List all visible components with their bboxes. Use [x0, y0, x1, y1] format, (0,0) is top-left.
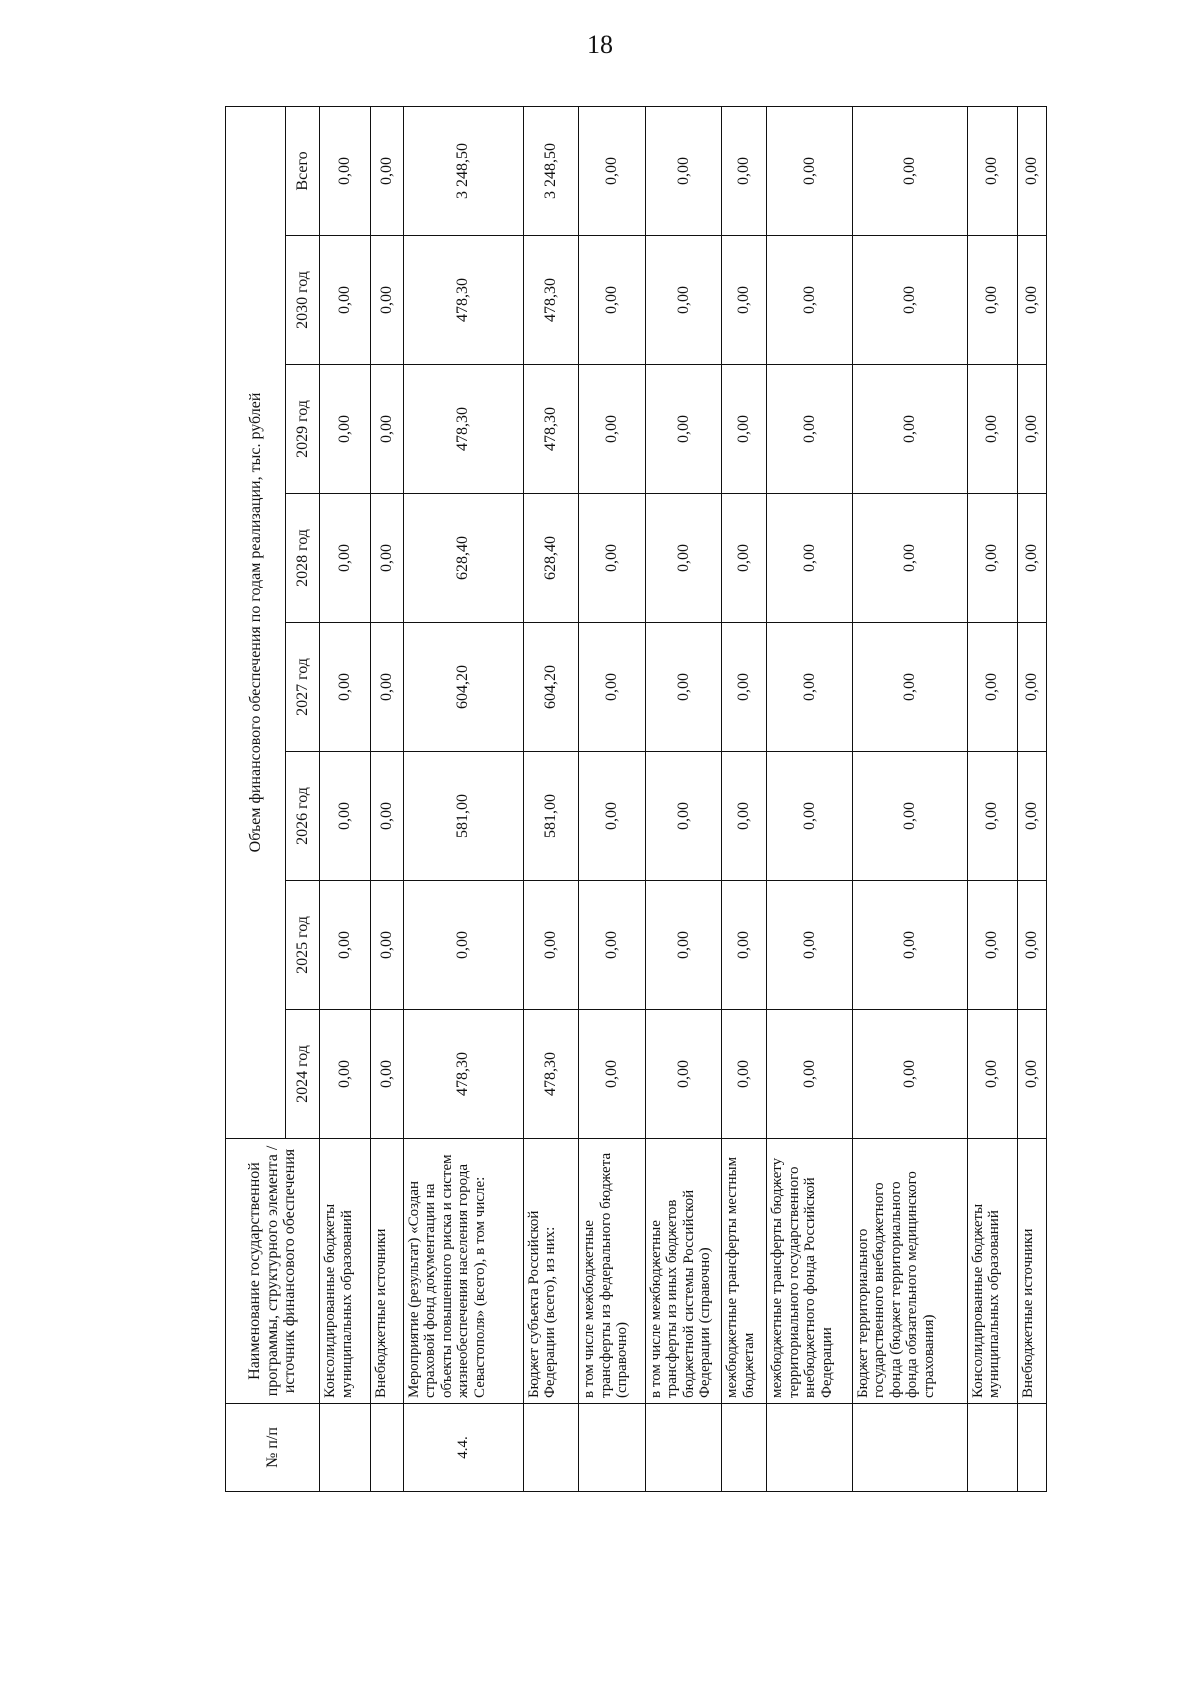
year-value: 581,00	[403, 752, 523, 881]
year-value: 0,00	[371, 623, 403, 752]
total-value: 0,00	[579, 106, 645, 235]
row-number	[579, 1404, 645, 1492]
header-year: 2029 год	[286, 365, 320, 494]
year-value: 0,00	[579, 623, 645, 752]
row-name: Мероприятие (результат) «Создан страховой фонд документации на объекты повышенного риска и систем жизнеобеспечения населения города Севастополя» (всего), в том числе:	[403, 1139, 523, 1404]
table-row	[645, 106, 721, 1491]
header-name: Наименование государственной программы, структурного элемента / источник финансового обеспечения	[226, 1139, 320, 1404]
table-row	[722, 106, 767, 1491]
table-row	[1017, 106, 1046, 1491]
header-total: Всего	[286, 106, 320, 235]
total-value: 0,00	[852, 106, 967, 235]
year-value: 0,00	[1017, 1010, 1046, 1139]
year-value: 0,00	[967, 1010, 1017, 1139]
row-name: межбюджетные трансферты местным бюджетам	[722, 1139, 767, 1404]
year-value: 0,00	[852, 494, 967, 623]
year-value: 0,00	[967, 365, 1017, 494]
year-value: 604,20	[403, 623, 523, 752]
year-value: 0,00	[1017, 752, 1046, 881]
year-value: 0,00	[579, 494, 645, 623]
year-value: 0,00	[722, 236, 767, 365]
year-value: 0,00	[852, 623, 967, 752]
year-value: 0,00	[320, 1010, 371, 1139]
row-name: Бюджет субъекта Российской Федерации (всего), из них:	[523, 1139, 579, 1404]
year-value: 478,30	[403, 236, 523, 365]
year-value: 0,00	[645, 365, 721, 494]
total-value: 0,00	[767, 106, 853, 235]
table-row	[371, 106, 403, 1491]
total-value: 3 248,50	[403, 106, 523, 235]
financing-table	[225, 106, 1047, 1492]
financing-table-container	[225, 107, 1047, 1492]
year-value: 0,00	[767, 752, 853, 881]
year-value: 0,00	[722, 752, 767, 881]
year-value: 0,00	[852, 365, 967, 494]
year-value: 628,40	[403, 494, 523, 623]
row-name: в том числе межбюджетные трансферты из федерального бюджета (справочно)	[579, 1139, 645, 1404]
year-value: 0,00	[852, 236, 967, 365]
year-value: 0,00	[579, 881, 645, 1010]
total-value: 0,00	[967, 106, 1017, 235]
year-value: 478,30	[403, 365, 523, 494]
table-row	[967, 106, 1017, 1491]
header-year: 2027 год	[286, 623, 320, 752]
year-value: 0,00	[320, 881, 371, 1010]
year-value: 0,00	[1017, 365, 1046, 494]
year-value: 0,00	[371, 881, 403, 1010]
year-value: 478,30	[523, 236, 579, 365]
table-row	[523, 106, 579, 1491]
year-value: 0,00	[579, 752, 645, 881]
year-value: 0,00	[645, 494, 721, 623]
year-value: 0,00	[967, 752, 1017, 881]
header-year: 2025 год	[286, 881, 320, 1010]
table-row	[767, 106, 853, 1491]
table-row	[852, 106, 967, 1491]
year-value: 604,20	[523, 623, 579, 752]
year-value: 0,00	[320, 623, 371, 752]
table-row	[320, 106, 371, 1491]
row-name: межбюджетные трансферты бюджету территориального государственного внебюджетного фонда Российской Федерации	[767, 1139, 853, 1404]
year-value: 0,00	[1017, 881, 1046, 1010]
row-number	[967, 1404, 1017, 1492]
total-value: 3 248,50	[523, 106, 579, 235]
row-name: Внебюджетные источники	[371, 1139, 403, 1404]
year-value: 0,00	[1017, 623, 1046, 752]
year-value: 0,00	[645, 881, 721, 1010]
year-value: 0,00	[967, 881, 1017, 1010]
year-value: 0,00	[767, 1010, 853, 1139]
table-row	[403, 106, 523, 1491]
year-value: 0,00	[722, 365, 767, 494]
year-value: 0,00	[967, 623, 1017, 752]
year-value: 0,00	[645, 752, 721, 881]
year-value: 0,00	[852, 752, 967, 881]
row-name: Внебюджетные источники	[1017, 1139, 1046, 1404]
total-value: 0,00	[320, 106, 371, 235]
year-value: 0,00	[767, 881, 853, 1010]
year-value: 0,00	[579, 236, 645, 365]
header-year: 2030 год	[286, 236, 320, 365]
header-year: 2024 год	[286, 1010, 320, 1139]
total-value: 0,00	[371, 106, 403, 235]
header-year: 2026 год	[286, 752, 320, 881]
year-value: 0,00	[320, 752, 371, 881]
total-value: 0,00	[645, 106, 721, 235]
row-number	[722, 1404, 767, 1492]
table-row	[579, 106, 645, 1491]
year-value: 0,00	[403, 881, 523, 1010]
year-value: 0,00	[967, 236, 1017, 365]
year-value: 0,00	[645, 1010, 721, 1139]
year-value: 478,30	[523, 1010, 579, 1139]
row-name: Бюджет территориального государственного внебюджетного фонда (бюджет территориального фонда обязательного медицинского страхования)	[852, 1139, 967, 1404]
year-value: 0,00	[645, 623, 721, 752]
year-value: 0,00	[767, 494, 853, 623]
row-number	[1017, 1404, 1046, 1492]
page-number: 18	[587, 30, 613, 59]
header-num: № п/п	[226, 1404, 320, 1492]
year-value: 0,00	[852, 881, 967, 1010]
year-value: 0,00	[1017, 236, 1046, 365]
year-value: 478,30	[403, 1010, 523, 1139]
year-value: 0,00	[1017, 494, 1046, 623]
year-value: 0,00	[645, 236, 721, 365]
year-value: 0,00	[371, 494, 403, 623]
year-value: 0,00	[371, 752, 403, 881]
row-number	[767, 1404, 853, 1492]
row-number	[523, 1404, 579, 1492]
row-number	[645, 1404, 721, 1492]
row-number: 4.4.	[403, 1404, 523, 1492]
year-value: 0,00	[767, 236, 853, 365]
year-value: 0,00	[320, 494, 371, 623]
total-value: 0,00	[1017, 106, 1046, 235]
header-year: 2028 год	[286, 494, 320, 623]
year-value: 0,00	[722, 623, 767, 752]
year-value: 628,40	[523, 494, 579, 623]
year-value: 0,00	[722, 494, 767, 623]
year-value: 0,00	[722, 881, 767, 1010]
row-name: в том числе межбюджетные трансферты из иных бюджетов бюджетной системы Российской Федерации (справочно)	[645, 1139, 721, 1404]
year-value: 0,00	[767, 365, 853, 494]
year-value: 0,00	[371, 236, 403, 365]
year-value: 0,00	[767, 623, 853, 752]
year-value: 0,00	[320, 236, 371, 365]
row-number	[371, 1404, 403, 1492]
year-value: 478,30	[523, 365, 579, 494]
year-value: 0,00	[371, 1010, 403, 1139]
row-name: Консолидированные бюджеты муниципальных образований	[967, 1139, 1017, 1404]
year-value: 0,00	[852, 1010, 967, 1139]
row-number	[320, 1404, 371, 1492]
year-value: 0,00	[722, 1010, 767, 1139]
row-name: Консолидированные бюджеты муниципальных образований	[320, 1139, 371, 1404]
year-value: 0,00	[371, 365, 403, 494]
year-value: 0,00	[320, 365, 371, 494]
year-value: 581,00	[523, 752, 579, 881]
header-volume: Объем финансового обеспечения по годам реализации, тыс. рублей	[226, 106, 286, 1138]
total-value: 0,00	[722, 106, 767, 235]
year-value: 0,00	[579, 1010, 645, 1139]
year-value: 0,00	[579, 365, 645, 494]
row-number	[852, 1404, 967, 1492]
year-value: 0,00	[967, 494, 1017, 623]
year-value: 0,00	[523, 881, 579, 1010]
